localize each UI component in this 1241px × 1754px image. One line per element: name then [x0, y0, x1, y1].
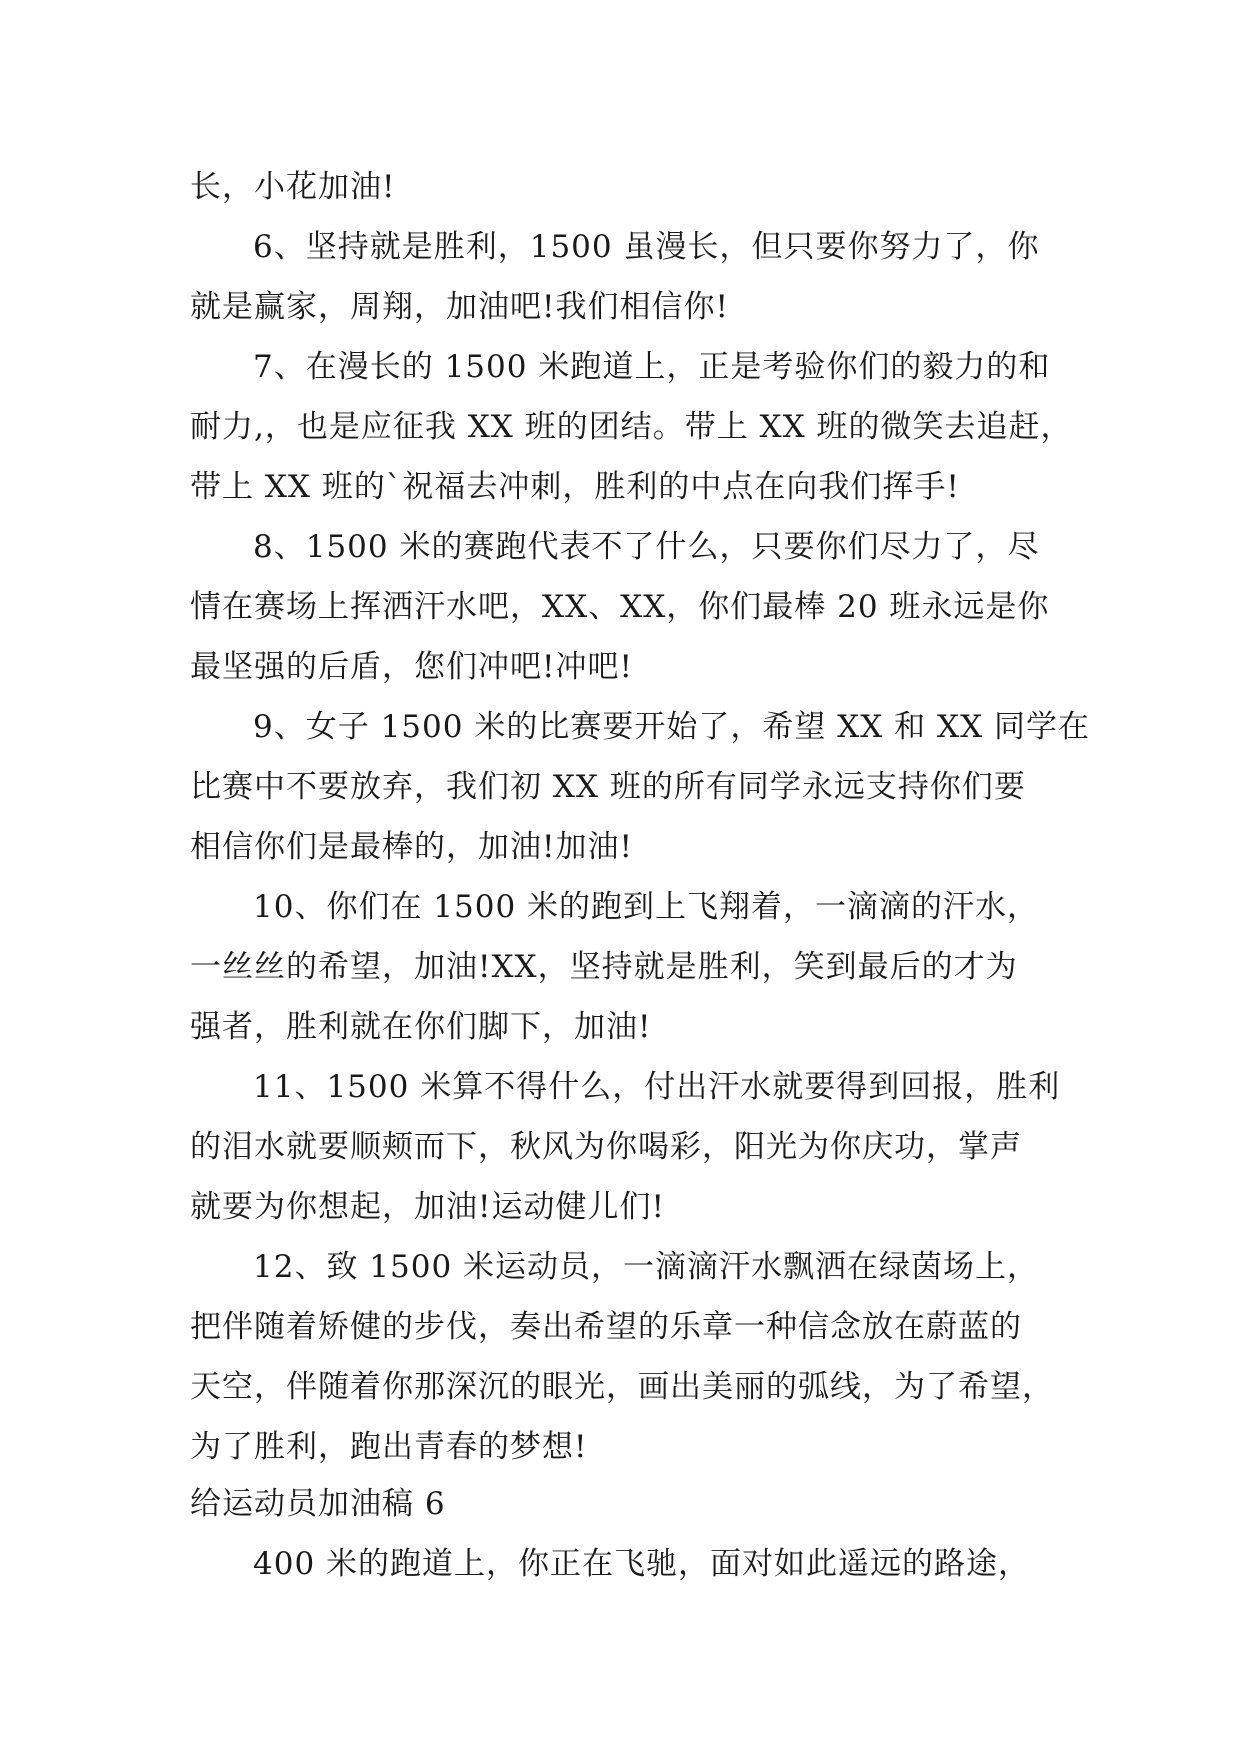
section-paragraph-line-1: 400 米的跑道上，你正在飞驰，面对如此遥远的路途，	[253, 1546, 1031, 1582]
text-line: 长，小花加油!	[190, 169, 396, 205]
paragraph-11-line-1: 11、1500 米算不得什么，付出汗水就要得到回报，胜利	[253, 1069, 1061, 1105]
paragraph-10-line-3: 强者，胜利就在你们脚下，加油!	[190, 1009, 652, 1045]
paragraph-6-line-1: 6、坚持就是胜利，1500 虽漫长，但只要你努力了，你	[253, 229, 1040, 265]
paragraph-9-line-1: 9、女子 1500 米的比赛要开始了，希望 XX 和 XX 同学在	[253, 709, 1091, 745]
paragraph-12-line-3: 天空，伴随着你那深沉的眼光，画出美丽的弧线，为了希望，	[190, 1369, 1054, 1405]
paragraph-8-line-3: 最坚强的后盾，您们冲吧!冲吧!	[190, 649, 633, 685]
paragraph-11-line-2: 的泪水就要顺颊而下，秋风为你喝彩，阳光为你庆功，掌声	[190, 1129, 1022, 1165]
paragraph-6-line-2: 就是赢家，周翔，加油吧!我们相信你!	[190, 289, 729, 325]
paragraph-8-line-1: 8、1500 米的赛跑代表不了什么，只要你们尽力了，尽	[253, 529, 1040, 565]
paragraph-10-line-2: 一丝丝的希望，加油!XX，坚持就是胜利，笑到最后的才为	[190, 949, 1018, 985]
paragraph-7-line-3: 带上 XX 班的`祝福去冲刺，胜利的中点在向我们挥手!	[190, 469, 960, 505]
paragraph-9-line-2: 比赛中不要放弃，我们初 XX 班的所有同学永远支持你们要	[190, 769, 1026, 805]
paragraph-7-line-2: 耐力,，也是应征我 XX 班的团结。带上 XX 班的微笑去追赶，	[190, 409, 1073, 445]
paragraph-10-line-1: 10、你们在 1500 米的跑到上飞翔着，一滴滴的汗水，	[253, 889, 1040, 925]
paragraph-7-line-1: 7、在漫长的 1500 米跑道上，正是考验你们的毅力的和	[253, 349, 1051, 385]
paragraph-11-line-3: 就要为你想起，加油!运动健儿们!	[190, 1189, 665, 1225]
paragraph-12-line-1: 12、致 1500 米运动员，一滴滴汗水飘洒在绿茵场上，	[253, 1249, 1040, 1285]
paragraph-12-line-4: 为了胜利，跑出青春的梦想!	[190, 1429, 588, 1465]
paragraph-9-line-3: 相信你们是最棒的，加油!加油!	[190, 829, 633, 865]
paragraph-8-line-2: 情在赛场上挥洒汗水吧，XX、XX，你们最棒 20 班永远是你	[190, 589, 1050, 625]
section-heading: 给运动员加油稿 6	[190, 1486, 446, 1522]
paragraph-12-line-2: 把伴随着矫健的步伐，奏出希望的乐章一种信念放在蔚蓝的	[190, 1309, 1022, 1345]
